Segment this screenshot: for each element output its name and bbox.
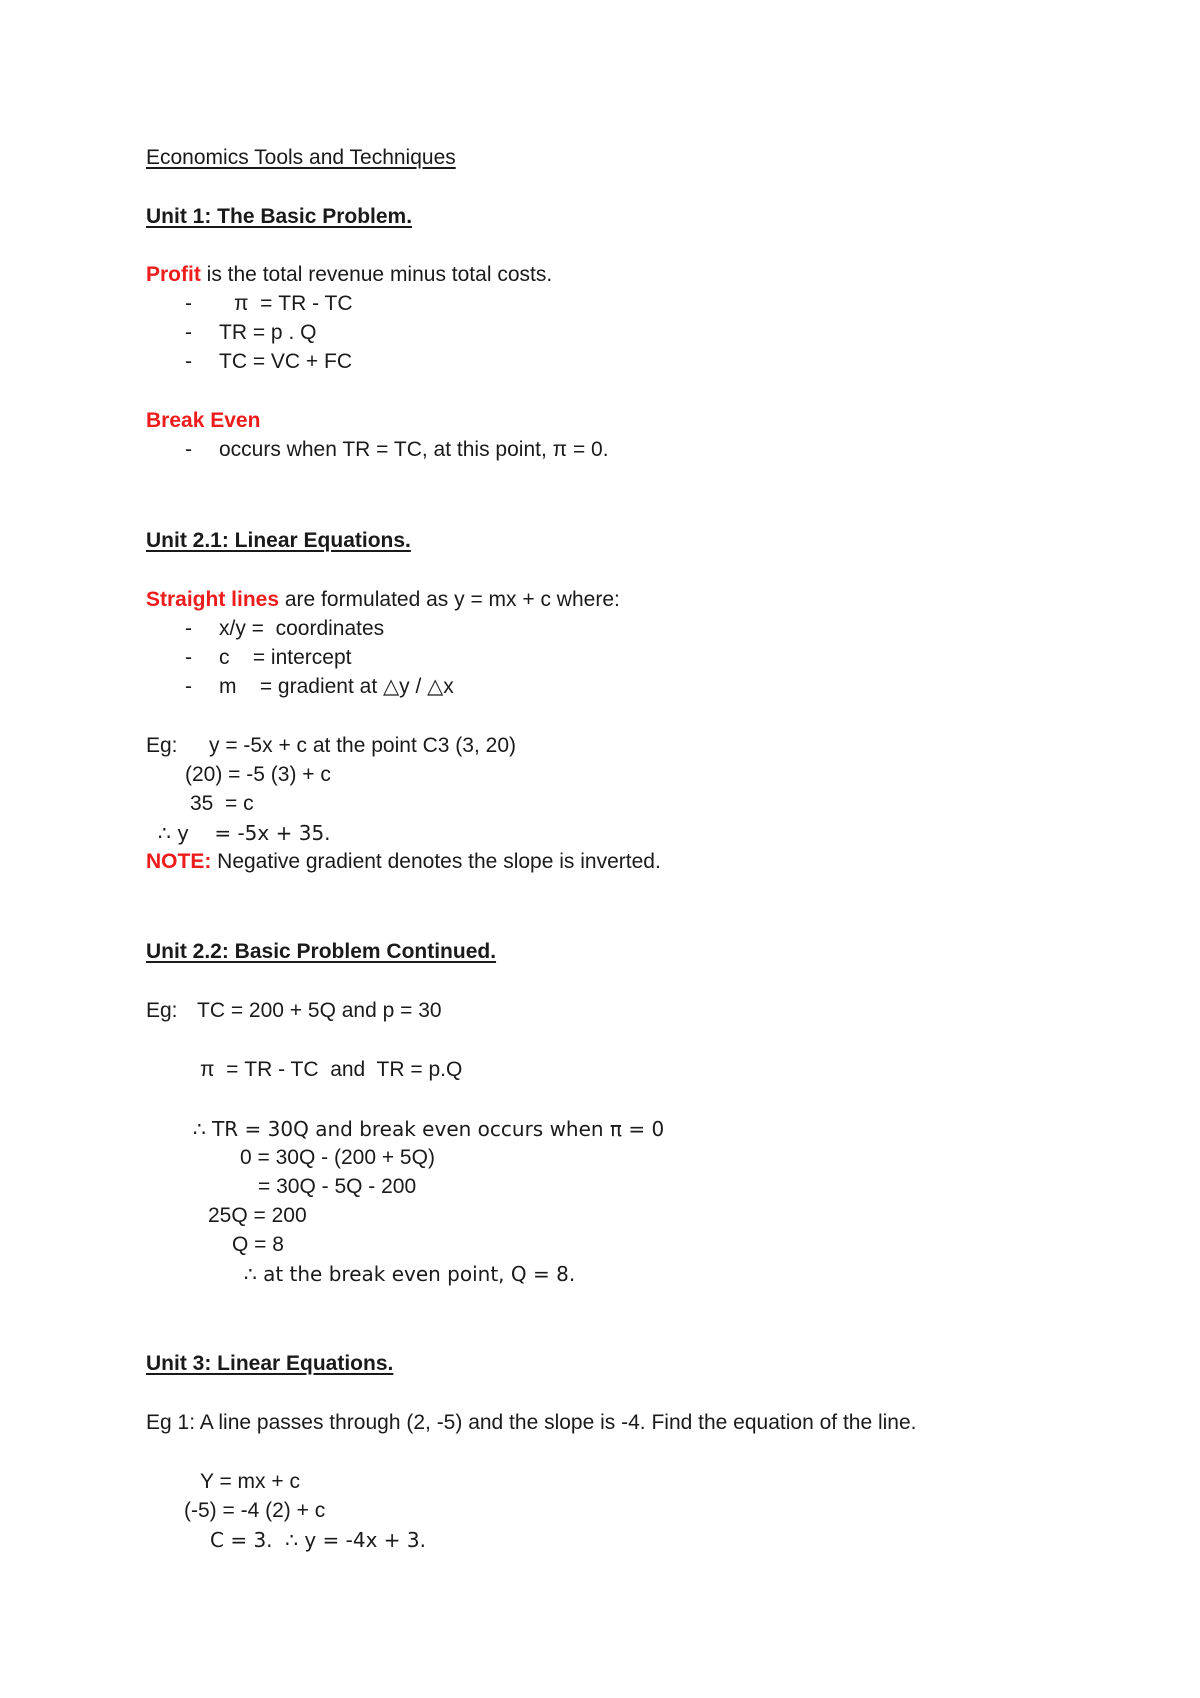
- derivation-line: Q = 8: [232, 1233, 284, 1256]
- straight-lines-definition: [146, 587, 620, 613]
- bullet-marker: -: [185, 646, 192, 669]
- bullet-marker: -: [185, 321, 192, 344]
- tc-formula: TC = VC + FC: [219, 350, 353, 373]
- unit2-2-heading: Unit 2.2: Basic Problem Continued.: [146, 940, 497, 963]
- coordinates-item: x/y = coordinates: [219, 617, 385, 640]
- bullet-marker: -: [185, 438, 192, 461]
- note: [146, 849, 661, 875]
- example-label: Eg:: [146, 999, 178, 1022]
- tr-formula: TR = p . Q: [219, 321, 317, 344]
- equation-conclusion: C = 3. ∴ y = -4x + 3.: [210, 1528, 426, 1552]
- example-conclusion: ∴ y = -5x + 35.: [158, 821, 331, 845]
- break-even-condition: occurs when TR = TC, at this point, π = 0.: [219, 438, 609, 461]
- bullet-marker: -: [185, 617, 192, 640]
- derivation-conclusion: ∴ at the break even point, Q = 8.: [244, 1262, 576, 1286]
- example-line: 35 = c: [190, 792, 254, 815]
- example-1-question: Eg 1: A line passes through (2, -5) and the slope is -4. Find the equation of the line.: [146, 1411, 917, 1434]
- profit-definition: [146, 262, 552, 288]
- bullet-marker: -: [185, 350, 192, 373]
- straight-lines-def-text: are formulated as y = mx + c where:: [279, 588, 620, 611]
- example-line: (20) = -5 (3) + c: [185, 763, 331, 786]
- profit-term: Profit: [146, 263, 201, 286]
- example-label: Eg:: [146, 734, 178, 757]
- bullet-marker: -: [185, 292, 192, 315]
- profit-formula: π = TR - TC: [234, 292, 353, 315]
- intercept-item: c = intercept: [219, 646, 352, 669]
- unit3-heading: Unit 3: Linear Equations.: [146, 1352, 394, 1375]
- derivation-line: = 30Q - 5Q - 200: [258, 1175, 417, 1198]
- bullet-marker: -: [185, 675, 192, 698]
- derivation-line: 25Q = 200: [208, 1204, 307, 1227]
- note-text: Negative gradient denotes the slope is inverted.: [211, 850, 661, 873]
- profit-def-text: is the total revenue minus total costs.: [200, 263, 553, 286]
- derivation-line: ∴ TR = 30Q and break even occurs when π = 0: [193, 1117, 665, 1141]
- formula-line: π = TR - TC and TR = p.Q: [200, 1058, 463, 1081]
- document-title: Economics Tools and Techniques: [146, 146, 456, 169]
- unit2-1-heading: Unit 2.1: Linear Equations.: [146, 529, 411, 552]
- gradient-item: m = gradient at △y / △x: [219, 675, 454, 698]
- example-given: TC = 200 + 5Q and p = 30: [197, 999, 442, 1022]
- equation-line: (-5) = -4 (2) + c: [184, 1499, 326, 1522]
- equation-line: Y = mx + c: [200, 1470, 300, 1493]
- straight-lines-term: Straight lines: [146, 588, 280, 611]
- example-line: y = -5x + c at the point C3 (3, 20): [209, 734, 516, 757]
- unit1-heading: Unit 1: The Basic Problem.: [146, 205, 413, 228]
- derivation-line: 0 = 30Q - (200 + 5Q): [240, 1146, 435, 1169]
- break-even-term: Break Even: [146, 409, 261, 432]
- note-term: NOTE:: [146, 850, 212, 873]
